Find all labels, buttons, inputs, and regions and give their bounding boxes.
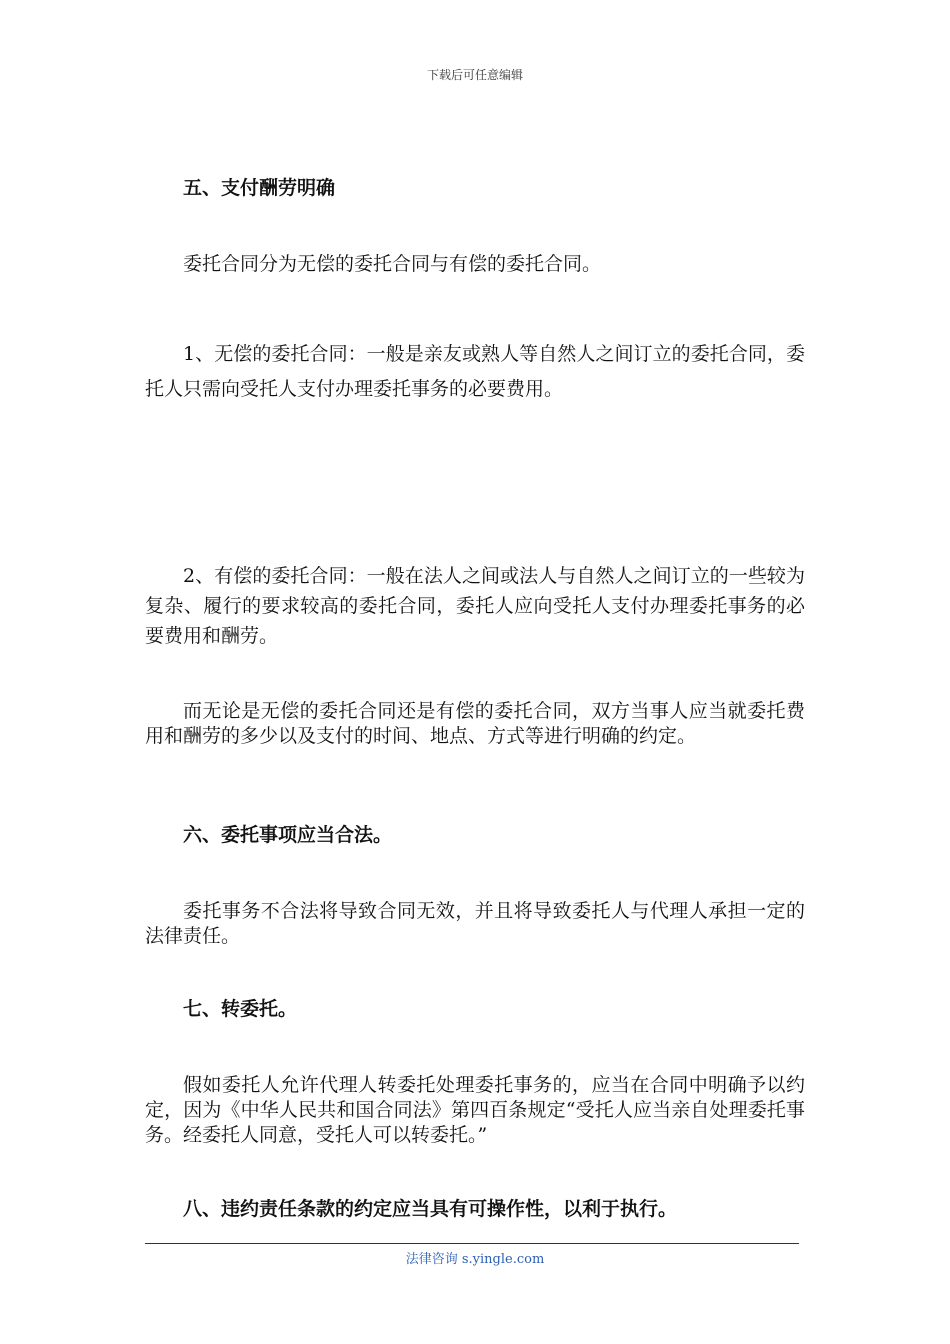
paragraph-legality: 委托事务不合法将导致合同无效，并且将导致委托人与代理人承担一定的法律责任。 xyxy=(145,900,805,947)
section-heading-7: 七、转委托。 xyxy=(183,998,298,1020)
footer-link[interactable]: 法律咨询 s.yingle.com xyxy=(405,1252,545,1267)
paragraph-subdelegation: 假如委托人允许代理人转委托处理委托事务的，应当在合同中明确予以约定，因为《中华人民共和国合同法》第四百条规定“受托人应当亲自处理委托事务。经委托人同意，受托人可以转委托。” xyxy=(145,1074,805,1146)
section-heading-5: 五、支付酬劳明确 xyxy=(183,177,336,199)
paragraph-fee-agreement: 而无论是无偿的委托合同还是有偿的委托合同，双方当事人应当就委托费用和酬劳的多少以及支付的时间、地点、方式等进行明确的约定。 xyxy=(145,700,805,747)
section-heading-8: 八、违约责任条款的约定应当具有可操作性，以利于执行。 xyxy=(183,1198,678,1220)
section-heading-6: 六、委托事项应当合法。 xyxy=(183,824,393,846)
paragraph-paid-contract: 2、有偿的委托合同：一般在法人之间或法人与自然人之间订立的一些较为复杂、履行的要求较高的委托合同，委托人应向受托人支付办理委托事务的必要费用和酬劳。 xyxy=(145,565,805,647)
footer-divider xyxy=(145,1243,799,1244)
paragraph-unpaid-contract: 1、无偿的委托合同：一般是亲友或熟人等自然人之间订立的委托合同，委托人只需向受托人支付办理委托事务的必要费用。 xyxy=(145,343,805,400)
page-header: 下载后可任意编辑 xyxy=(426,68,523,82)
paragraph-contract-types: 委托合同分为无偿的委托合同与有偿的委托合同。 xyxy=(183,253,602,275)
